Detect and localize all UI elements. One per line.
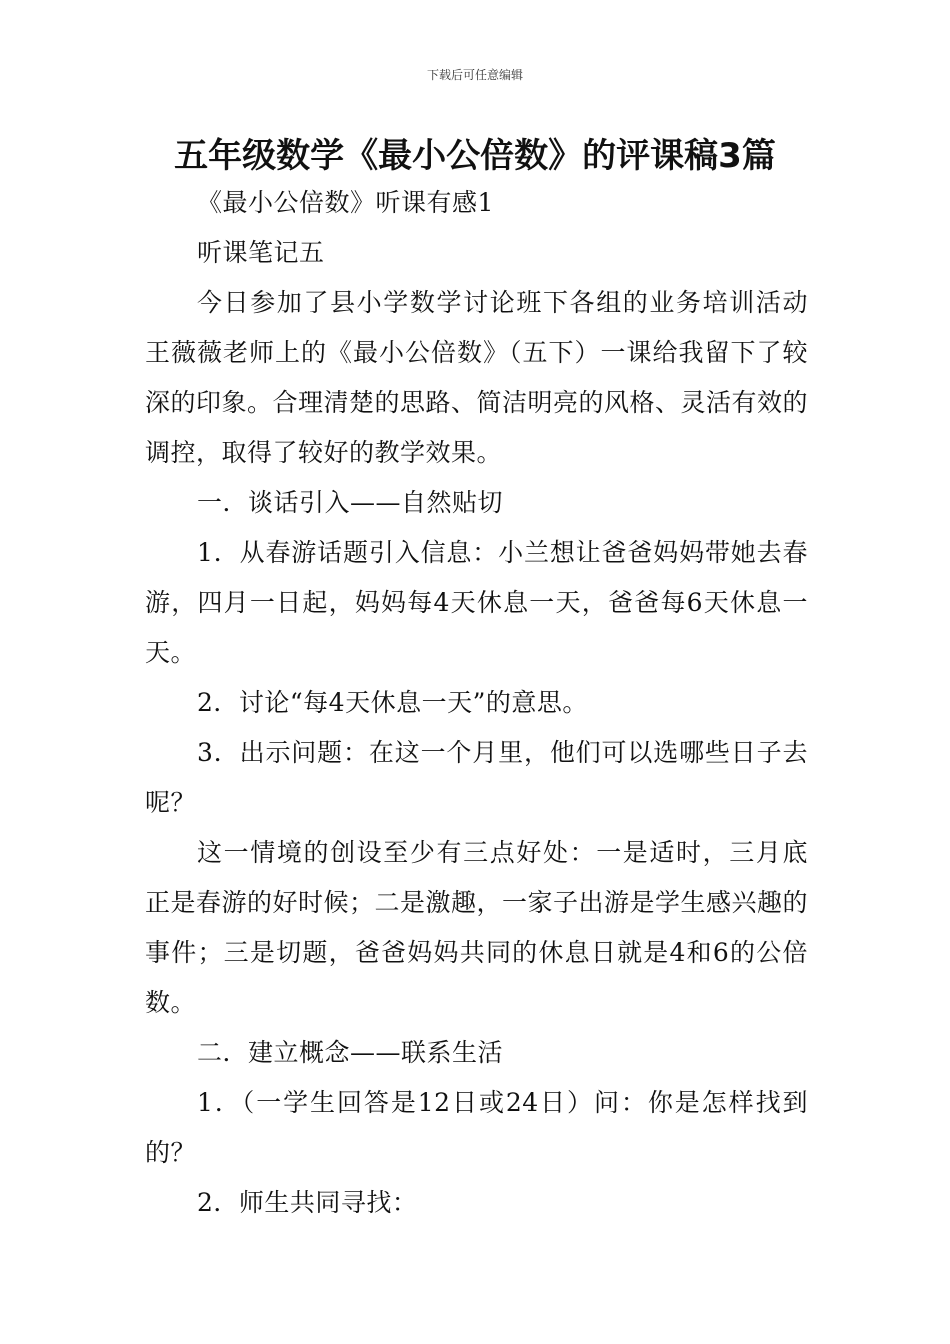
paragraph-item-2: 2．讨论“每4天休息一天”的意思。 [197,688,588,717]
paragraph-section-label: 听课笔记五 [197,238,325,267]
paragraph-analysis: 这一情境的创设至少有三点好处：一是适时，三月底正是春游的好时候；二是激趣，一家子出游是学生感兴趣的事件；三是切题，爸爸妈妈共同的休息日就是4和6的公倍数。 [145,838,809,1017]
document-body [145,178,808,1228]
paragraph-subtitle: 《最小公倍数》听课有感1 [197,188,494,217]
paragraph-item-2-2: 2．师生共同寻找： [197,1188,418,1217]
paragraph-heading-two: 二．建立概念——联系生活 [197,1038,504,1067]
paragraph-item-2-1: 1．（一学生回答是12日或24日）问：你是怎样找到的？ [145,1088,808,1167]
paragraph-intro: 今日参加了县小学数学讨论班下各组的业务培训活动王薇薇老师上的《最小公倍数》（五下）一课给我留下了较深的印象。合理清楚的思路、简洁明亮的风格、灵活有效的调控，取得了较好的教学效果。 [145,288,809,467]
header-note: 下载后可任意编辑 [426,68,523,82]
paragraph-item-3: 3．出示问题：在这一个月里，他们可以选哪些日子去呢？ [145,738,808,817]
document-title: 五年级数学《最小公倍数》的评课稿3篇 [174,136,776,176]
paragraph-heading-one: 一．谈话引入——自然贴切 [197,488,504,517]
paragraph-item-1: 1．从春游话题引入信息：小兰想让爸爸妈妈带她去春游，四月一日起，妈妈每4天休息一天，爸爸每6天休息一天。 [145,538,808,667]
